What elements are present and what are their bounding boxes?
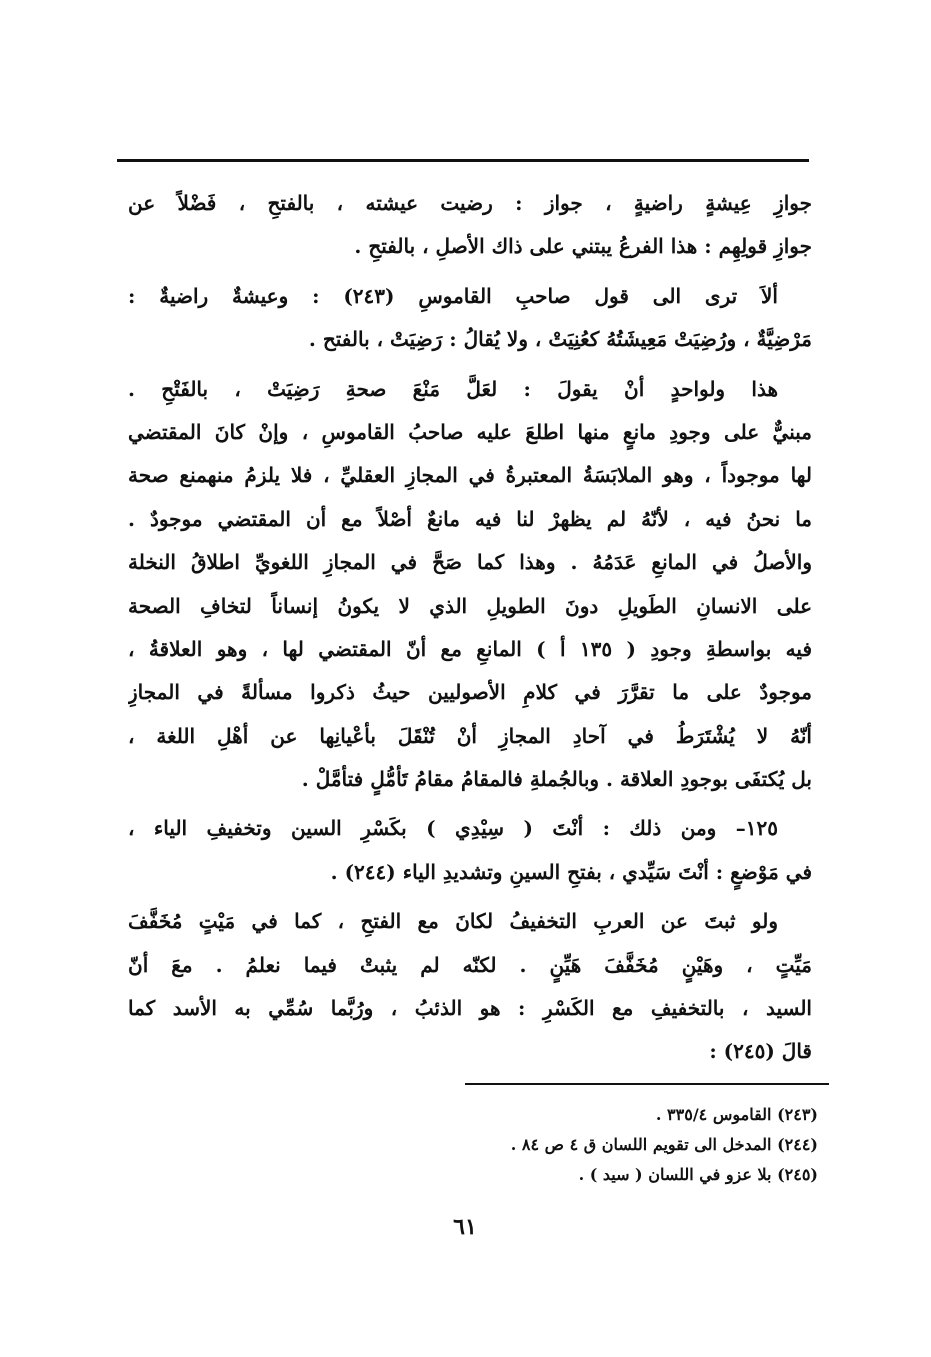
text-line: قالَ (٢٤٥) : xyxy=(709,1039,812,1064)
paragraph xyxy=(128,275,812,362)
footnote: (٢٤٥) بلا عزو في اللسان ( سيد ) . xyxy=(578,1165,818,1184)
text-line: على الانسانِ الطَويلِ دونَ الطويلِ الذي لا يكونُ إنساناً لتخافِ الصحة xyxy=(128,593,812,618)
footnote: (٢٤٤) المدخل الى تقويم اللسان ق ٤ ص ٨٤ . xyxy=(510,1135,818,1154)
text-line: ولو ثبتَ عن العربِ التخفيفُ لكانَ مع الفتحِ ، كما في مَيْتٍ مُخَفَّفَ xyxy=(128,909,778,934)
page-number: ٦١ xyxy=(453,1214,477,1240)
footnote: (٢٤٣) القاموس ٣٣٥/٤ . xyxy=(655,1105,818,1124)
text-line: ألاَ ترى الى قول صاحبِ القاموسِ (٢٤٣) : وعيشةٌ راضيةٌ : xyxy=(128,283,778,308)
paragraph xyxy=(128,900,812,1074)
text-line: لها موجوداً ، وهو الملابَسَةُ المعتبرةُ في المجازِ العقليِّ ، فلا يلزمُ منهمنع صحة xyxy=(128,463,812,488)
text-line: في مَوْضعٍ : أنْتَ سَيِّدي ، بفتحِ السينِ وتشديدِ الياء (٢٤٤) . xyxy=(330,859,812,884)
text-line: موجودٌ على ما تقرَّرَ في كلامِ الأصوليين حيثُ ذكروا مسألةً في المجازِ xyxy=(128,680,812,705)
paragraph xyxy=(128,368,812,802)
text-line: جوازِ قولِهِم : هذا الفرعُ يبتني على ذاك الأصلِ ، بالفتحِ . xyxy=(354,234,812,259)
text-line: مَرْضِيَّةٌ ، ورُضِيَتْ مَعِيشَتُهُ كعُنِيَتْ ، ولا يُقالُ : رَضِيَتْ ، بالفتح . xyxy=(308,327,812,352)
paragraph xyxy=(128,182,812,269)
text-line: جوازِ عِيشةٍ راضيةٍ ، جواز : رضيت عيشته ، بالفتحِ ، فَضْلاً عن xyxy=(128,191,812,215)
text-line: أنّهُ لا يُشْتَرَطُ في آحادِ المجازِ أنْ تُنْقَلَ بأعْيانِها عن أهْلِ اللغة ، xyxy=(128,723,812,748)
text-line: هذا ولواحدٍ أنْ يقولَ : لعَلَّ مَنْعَ صحةِ رَضِيَتْ ، بالفَتْحِ . xyxy=(128,376,778,401)
text-line: مَيِّتٍ ، وهَيْنٍ مُخَفَّفَ هَيِّنٍ . لكنّه لم يثبتْ فيما نعلمُ . معَ أنّ xyxy=(128,952,812,977)
text-line: بل يُكتفَى بوجودِ العلاقة . وبالجُملةِ فالمقامُ مقامُ تَأمُّلٍ فتأمَّلْ . xyxy=(301,767,812,792)
paragraph xyxy=(128,807,812,894)
text-line: مبنيٌّ على وجودِ مانعٍ منها اطلعَ عليه صاحبُ القاموسِ ، وإنْ كانَ المقتضي xyxy=(128,419,812,444)
text-line: والأصلُ في المانعِ عَدَمُهُ . وهذا كما صَحَّ في المجازِ اللغويِّ اطلاقُ النخلة xyxy=(128,550,812,575)
top-rule xyxy=(117,159,809,162)
text-line: ما نحنُ فيه ، لأنّهُ لم يظهرْ لنا فيه مانعٌ أصْلاً مع أن المقتضي موجودٌ . xyxy=(128,506,812,531)
footnote-rule xyxy=(465,1083,829,1085)
footnotes xyxy=(300,1100,818,1190)
text-line: فيه بواسطةِ وجودِ ( ١٣٥ أ ) المانعِ مع أنّ المقتضي لها ، وهو العلاقةُ ، xyxy=(128,636,812,661)
text-line: ١٢٥– ومن ذلك : أنْتَ ( سِيْدِي ) بكَسْرِ السين وتخفيفِ الياء ، xyxy=(128,816,778,841)
main-text xyxy=(128,182,812,1080)
text-line: السيد ، بالتخفيفِ مع الكَسْرِ : هو الذئبُ ، ورُبَّما سُمِّي به الأسد كما xyxy=(128,996,812,1021)
